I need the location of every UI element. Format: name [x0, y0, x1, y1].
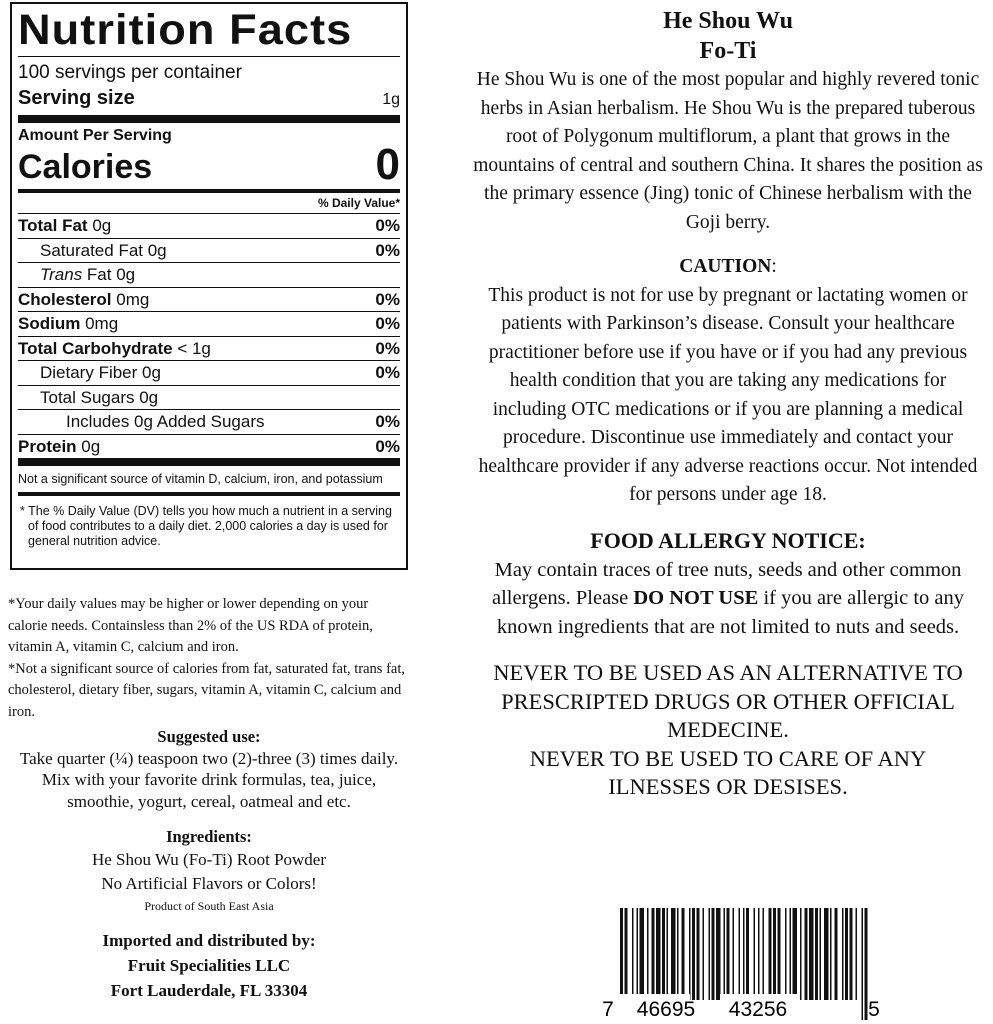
product-title: He Shou Wu — [663, 8, 793, 34]
barcode-bar — [763, 908, 765, 1000]
barcode-bar — [800, 908, 802, 1000]
allergy-heading: FOOD ALLERGY NOTICE: — [590, 527, 866, 553]
importer-heading: Imported and distributed by: — [102, 930, 316, 950]
barcode-bar — [785, 908, 787, 1000]
daily-value-footnote: * The % Daily Value (DV) tells you how much a nutrient in a serving of food contributes to a daily diet. 2,000 calories a day is used for general nutrition advice. — [20, 504, 392, 548]
barcode-bar — [697, 908, 700, 1000]
barcode-bar — [769, 908, 772, 1000]
barcode-bar — [671, 908, 676, 1000]
nutrition-facts-title: Nutrition Facts — [18, 6, 353, 54]
barcode-group-2: 43256 — [728, 998, 788, 1020]
barcode-digit-left: 7 — [602, 998, 614, 1020]
amount-per-serving: Amount Per Serving — [18, 127, 172, 144]
barcode-bar — [842, 908, 844, 1000]
serving-size-label: Serving size — [18, 87, 135, 109]
barcode-bar — [754, 908, 756, 1000]
nutrient-row: Total Fat 0g 0% — [18, 213, 400, 238]
daily-value-header: % Daily Value* — [317, 196, 400, 210]
product-subtitle: Fo-Ti — [699, 38, 757, 64]
barcode-bar — [656, 908, 661, 1000]
barcode-bar — [758, 908, 760, 1000]
warning-never-cure: NEVER TO BE USED TO CARE OF ANY ILNESSES OR DESISES. — [529, 745, 927, 799]
barcode-bar — [632, 908, 634, 1000]
barcode-bar — [805, 908, 808, 1000]
barcode-bar — [815, 908, 818, 1000]
barcode-bar — [689, 908, 691, 1000]
barcode-bar — [824, 908, 829, 1000]
barcode-bar — [862, 908, 864, 1020]
nutrient-row: Dietary Fiber 0g 0% — [18, 360, 400, 385]
barcode-bar — [778, 908, 781, 1000]
barcode-bar — [637, 908, 639, 1000]
barcode-bar — [640, 908, 645, 1000]
nutrition-facts-panel — [10, 2, 408, 570]
barcode-bar — [703, 908, 705, 1000]
product-origin: Product of South East Asia — [144, 898, 274, 913]
barcode-bar — [716, 908, 721, 1000]
importer-name: Fruit Specialities LLC — [127, 955, 291, 975]
barcode-bar — [709, 908, 711, 1000]
barcode-bar — [830, 908, 832, 1000]
barcode-bar — [746, 908, 749, 1000]
barcode-group-1: 46695 — [636, 998, 696, 1020]
nutrient-row: Saturated Fat 0g 0% — [18, 238, 400, 263]
barcode-bar — [727, 908, 730, 1000]
barcode-bar — [856, 908, 858, 1000]
product-description-column — [466, 6, 990, 802]
barcode-bar — [724, 908, 726, 1000]
nutrient-row: Protein 0g 0% — [18, 434, 400, 459]
barcode-bar — [809, 908, 814, 1000]
caution-heading: CAUTION — [679, 256, 772, 277]
barcode-bar — [647, 908, 649, 1000]
nutrient-row: Cholesterol 0mg 0% — [18, 287, 400, 312]
caution-text: This product is not for use by pregnant or lactating women or patients with Parkinson’s disease. Consult your healthcare practitioner before use if you have or if you had any previous health condition that you are taking any medications for including OTC medications or if you are planning a medical procedure. Discontinue use immediately and contact your healthcare provider if any adverse reactions occur. Not intended for persons under age 18. — [478, 284, 978, 505]
allergy-text: May contain traces of tree nuts, seeds and other common allergens. Please DO NOT USE if you are allergic to any known ingredients that are not limited to nuts and seeds. — [492, 558, 964, 638]
not-significant-note: Not a significant source of vitamin D, calcium, iron, and potassium — [18, 472, 383, 486]
nutrient-row: Total Sugars 0g — [18, 385, 400, 410]
barcode-bar — [790, 908, 792, 1000]
barcode-bar — [662, 908, 665, 1000]
barcode-bar — [835, 908, 838, 1000]
barcode-bar — [820, 908, 822, 1000]
nutrient-row: Trans Fat 0g — [18, 262, 400, 287]
barcode-bar — [677, 908, 679, 1000]
barcode-bar — [667, 908, 669, 1000]
barcode-bar — [845, 908, 848, 1000]
nutrient-row: Sodium 0mg 0% — [18, 311, 400, 336]
nutrient-row: Total Carbohydrate < 1g 0% — [18, 336, 400, 361]
warning-never-alternative: NEVER TO BE USED AS AN ALTERNATIVE TO PRESCRIPTED DRUGS OR OTHER OFFICIAL MEDECINE. — [493, 660, 963, 742]
calories-label: Calories — [18, 148, 153, 186]
left-notes — [8, 594, 410, 1003]
barcode-bar — [733, 908, 735, 1000]
barcode-bar — [793, 908, 798, 1000]
ingredient-item: He Shou Wu (Fo-Ti) Root Powder — [91, 849, 327, 869]
barcode-bar — [682, 908, 685, 1000]
servings-per-container: 100 servings per container — [18, 62, 242, 83]
calories-source-note: *Not a significant source of calories from fat, saturated fat, trans fat, cholesterol, dietary fiber, sugars, vitamin A, vitamin C, calcium and iron. — [8, 660, 405, 720]
calories-row — [18, 140, 400, 189]
serving-size-row — [18, 85, 400, 115]
barcode-bar — [692, 908, 695, 1000]
ingredient-item: No Artificial Flavors or Colors! — [101, 873, 317, 893]
barcode-bar — [865, 908, 868, 1020]
serving-size-value: 1g — [382, 91, 400, 108]
upc-barcode — [596, 908, 886, 1020]
calories-value: 0 — [375, 140, 400, 189]
barcode-bar — [850, 908, 853, 1000]
daily-values-note: *Your daily values may be higher or lower depending on your calorie needs. Containsless than 2% of the US RDA of protein, vitamin A, vitamin C, calcium and iron. — [8, 596, 373, 655]
suggested-use-text: Take quarter (¼) teaspoon two (2)-three (3) times daily. Mix with your favorite drink formulas, tea, juice, smoothie, yogurt, cereal, oatmeal and etc. — [19, 748, 399, 811]
product-description: He Shou Wu is one of the most popular and highly revered tonic herbs in Asian herbalism. He Shou Wu is the prepared tuberous root of Polygonum multiflorum, a plant that grows in the mountains of central and southern China. It shares the position as the primary essence (Jing) tonic of Chinese herbalism with the Goji berry. — [473, 69, 983, 233]
barcode-bar — [773, 908, 776, 1000]
caution-heading-line: CAUTION: — [679, 256, 777, 277]
barcode-bar — [712, 908, 715, 1000]
importer-address: Fort Lauderdale, FL 33304 — [110, 980, 308, 1000]
suggested-use-heading: Suggested use: — [157, 727, 261, 746]
barcode-digit-right: 5 — [868, 998, 880, 1020]
nutrient-row: Includes 0g Added Sugars 0% — [18, 409, 400, 434]
barcode-bar — [652, 908, 655, 1000]
ingredients-heading: Ingredients: — [166, 827, 252, 846]
